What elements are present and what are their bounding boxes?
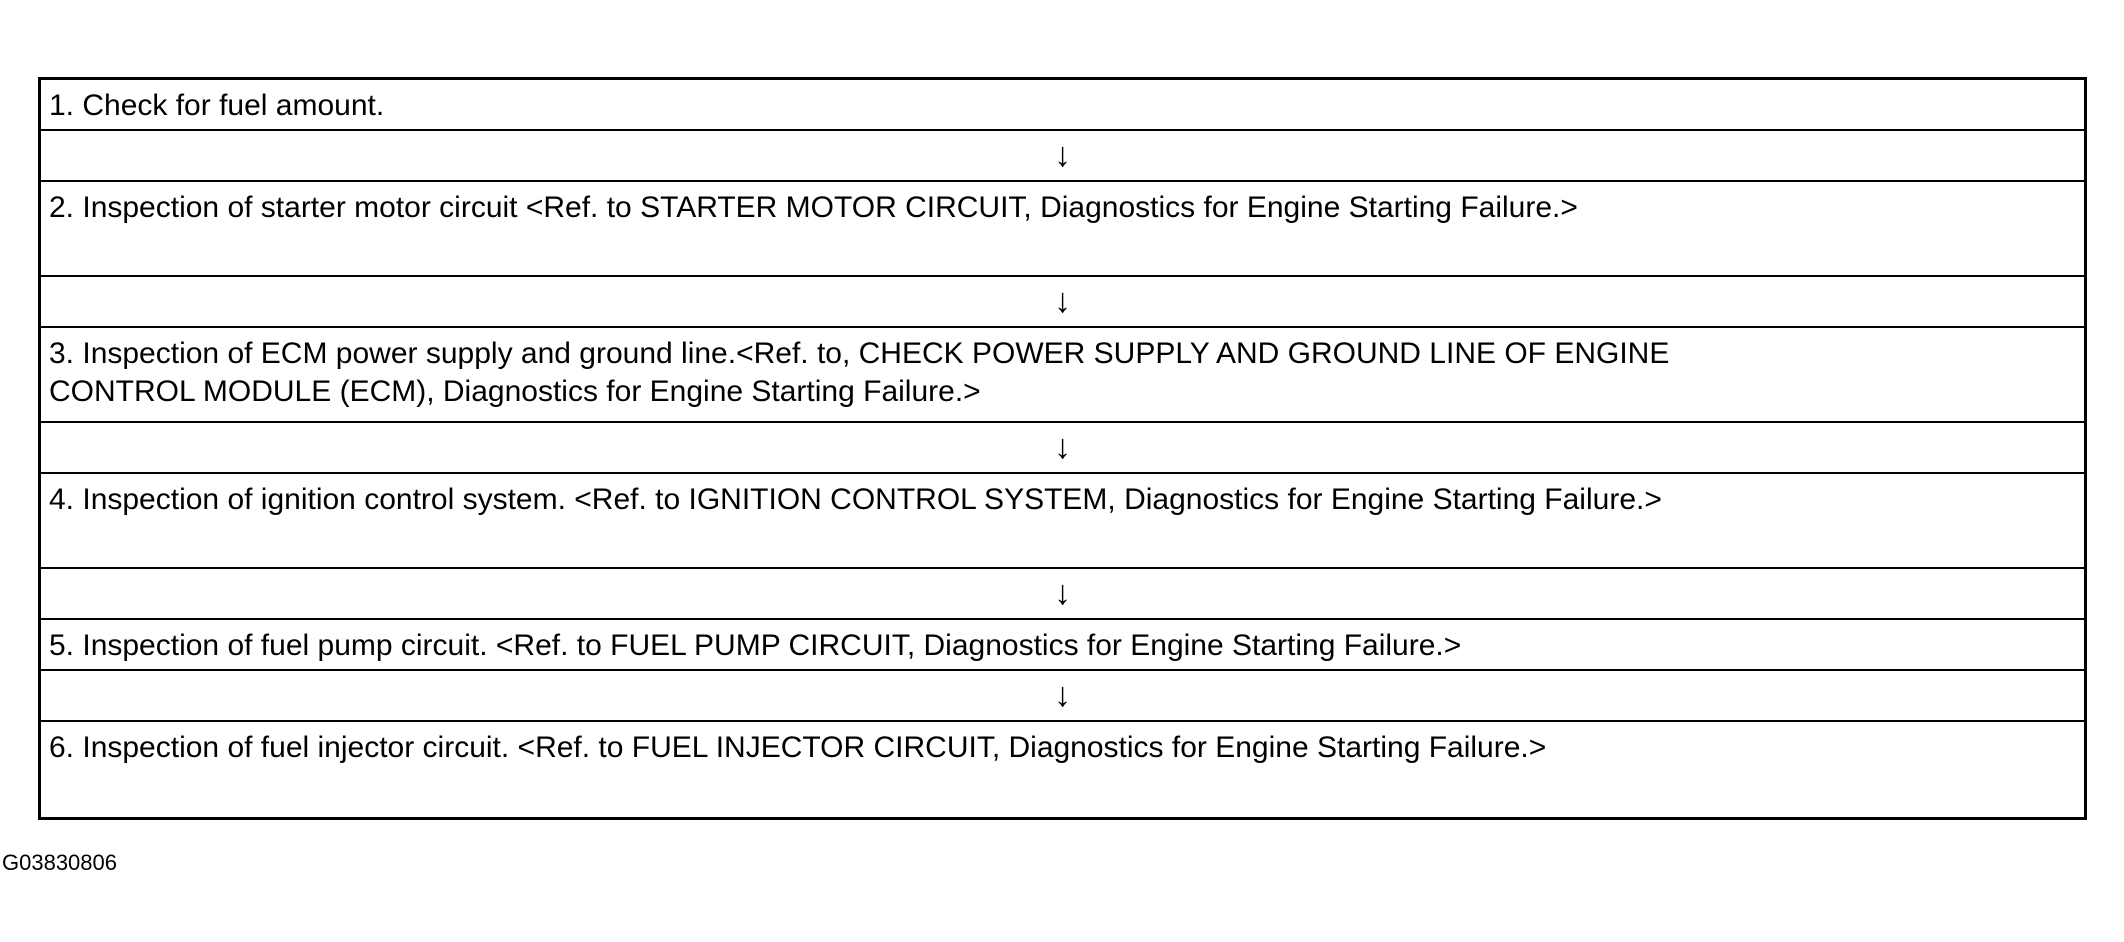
diagnostic-flowchart — [38, 77, 2087, 820]
step-5-box — [41, 620, 2084, 671]
step-2-text: 2. Inspection of starter motor circuit <Ref. to STARTER MOTOR CIRCUIT, Diagnostics for Engine Starting Failure.> — [49, 191, 1578, 224]
step-2-box — [41, 182, 2084, 277]
step-4-text: 4. Inspection of ignition control system. <Ref. to IGNITION CONTROL SYSTEM, Diagnostics for Engine Starting Failure.> — [49, 483, 1662, 516]
arrow-down-icon: ↓ — [1054, 136, 1071, 174]
step-5-text: 5. Inspection of fuel pump circuit. <Ref. to FUEL PUMP CIRCUIT, Diagnostics for Engine Starting Failure.> — [49, 629, 1462, 662]
connector-5-6 — [41, 671, 2084, 722]
arrow-down-icon: ↓ — [1054, 282, 1071, 320]
step-1-box — [41, 80, 2084, 131]
step-4-box — [41, 474, 2084, 569]
step-6-box — [41, 722, 2084, 817]
step-3-box — [41, 328, 2084, 423]
step-3-text: 3. Inspection of ECM power supply and ground line.<Ref. to, CHECK POWER SUPPLY AND GROUND LINE OF ENGINE CONTROL MODULE (ECM), Diagnostics for Engine Starting Failure.> — [49, 337, 1670, 408]
arrow-down-icon: ↓ — [1054, 676, 1071, 714]
connector-3-4 — [41, 423, 2084, 474]
arrow-down-icon: ↓ — [1054, 574, 1071, 612]
connector-2-3 — [41, 277, 2084, 328]
arrow-down-icon: ↓ — [1054, 428, 1071, 466]
step-6-text: 6. Inspection of fuel injector circuit. <Ref. to FUEL INJECTOR CIRCUIT, Diagnostics for Engine Starting Failure.> — [49, 731, 1547, 764]
step-1-text: 1. Check for fuel amount. — [49, 89, 385, 122]
figure-id: G03830806 — [2, 850, 117, 875]
connector-4-5 — [41, 569, 2084, 620]
connector-1-2 — [41, 131, 2084, 182]
